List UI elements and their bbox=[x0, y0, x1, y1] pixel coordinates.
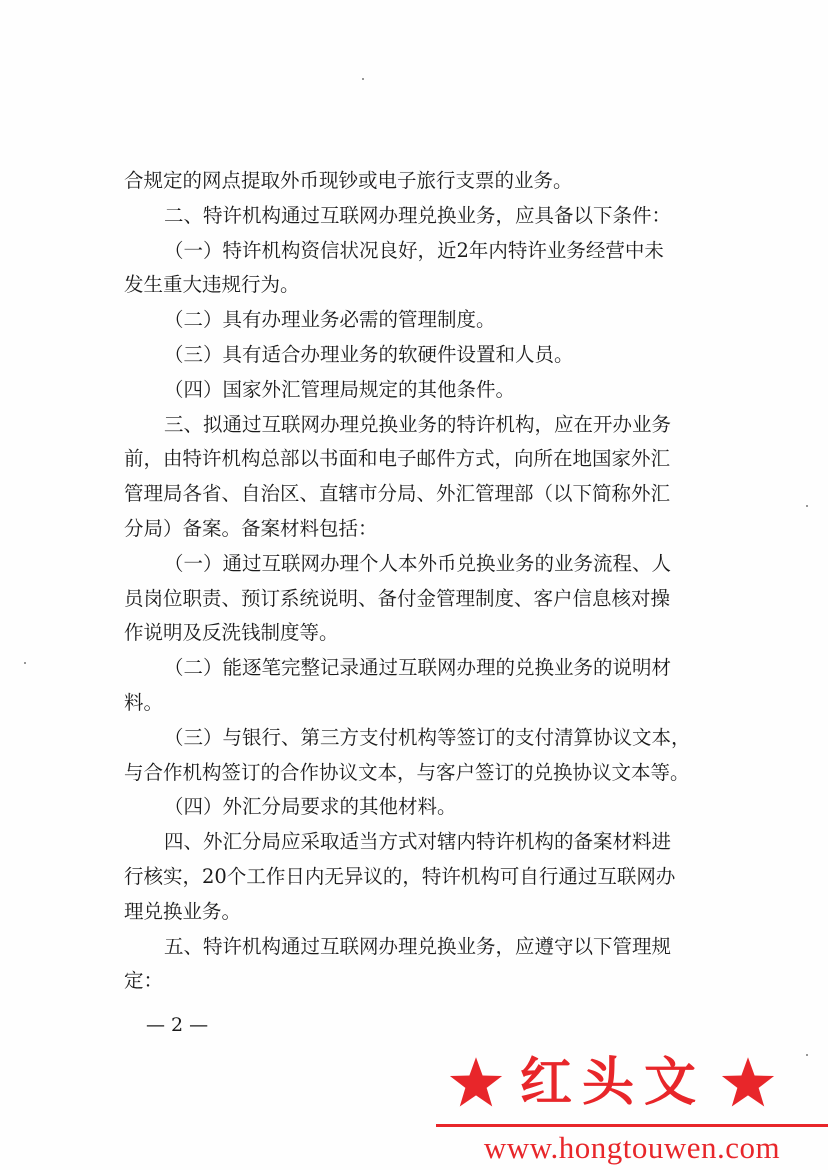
text-line: （四）外汇分局要求的其他材料。 bbox=[164, 795, 457, 819]
scan-speck bbox=[24, 662, 26, 664]
text-line: 料。 bbox=[124, 690, 164, 714]
text-line: 员岗位职责、预订系统说明、备付金管理制度、客户信息核对操 bbox=[124, 586, 671, 610]
text-line: 分局）备案。备案材料包括： bbox=[124, 516, 378, 540]
document-body bbox=[124, 164, 712, 999]
text-line: 作说明及反洗钱制度等。 bbox=[124, 621, 339, 645]
watermark-title: 红头文 bbox=[520, 1052, 707, 1113]
text-line: 行核实，20个工作日内无异议的，特许机构可自行通过互联网办 bbox=[124, 864, 676, 888]
scan-speck bbox=[362, 78, 364, 80]
text-line: （二）具有办理业务必需的管理制度。 bbox=[164, 308, 496, 332]
star-icon bbox=[720, 1055, 776, 1111]
scan-speck bbox=[806, 505, 808, 507]
star-icon bbox=[448, 1055, 504, 1111]
text-line: （二）能逐笔完整记录通过互联网办理的兑换业务的说明材 bbox=[164, 656, 672, 680]
watermark-banner bbox=[448, 1048, 776, 1118]
text-line: 五、特许机构通过互联网办理兑换业务，应遵守以下管理规 bbox=[164, 934, 672, 958]
text-line: 理兑换业务。 bbox=[124, 899, 242, 923]
watermark-divider bbox=[436, 1124, 828, 1127]
text-line: 四、外汇分局应采取适当方式对辖内特许机构的备案材料进 bbox=[164, 830, 672, 854]
text-line: （三）具有适合办理业务的软硬件设置和人员。 bbox=[164, 342, 574, 366]
text-line: （三）与银行、第三方支付机构等签订的支付清算协议文本， bbox=[164, 725, 691, 749]
text-line: 定： bbox=[124, 969, 164, 993]
page-number: — 2 — bbox=[146, 1014, 209, 1036]
text-line: （一）特许机构资信状况良好，近2年内特许业务经营中未 bbox=[164, 238, 664, 262]
text-line: 二、特许机构通过互联网办理兑换业务，应具备以下条件： bbox=[164, 203, 672, 227]
text-line: 与合作机构签订的合作协议文本，与客户签订的兑换协议文本等。 bbox=[124, 760, 690, 784]
text-line: 前，由特许机构总部以书面和电子邮件方式，向所在地国家外汇 bbox=[124, 447, 671, 471]
watermark bbox=[436, 1048, 828, 1170]
text-line: 发生重大违规行为。 bbox=[124, 273, 300, 297]
text-line: 管理局各省、自治区、直辖市分局、外汇管理部（以下简称外汇 bbox=[124, 482, 671, 506]
text-line: （一）通过互联网办理个人本外币兑换业务的业务流程、人 bbox=[164, 551, 672, 575]
text-line: 三、拟通过互联网办理兑换业务的特许机构，应在开办业务 bbox=[164, 412, 672, 436]
text-line: （四）国家外汇管理局规定的其他条件。 bbox=[164, 377, 516, 401]
text-line: 合规定的网点提取外币现钞或电子旅行支票的业务。 bbox=[124, 169, 573, 192]
watermark-url: www.hongtouwen.com bbox=[483, 1130, 781, 1165]
